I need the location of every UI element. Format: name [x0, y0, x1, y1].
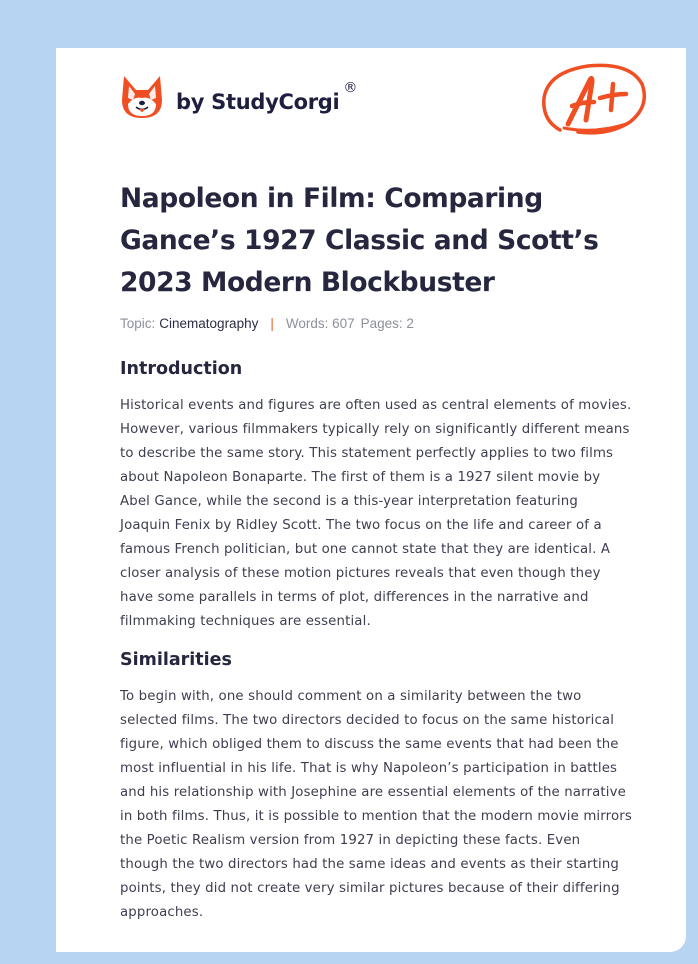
header — [56, 48, 686, 168]
section-paragraph-similarities: To begin with, one should comment on a similarity between the two selected films. The two directors decided to focus on the same historical figure, which obliged them to discuss the same events that had been the most influential in his life. That is why Napoleon’s participation in battles and his relationship with Josephine are essential elements of the narrative in both films. Thus, it is possible to mention that the modern movie mirrors the Poetic Realism version from 1927 in depicting these facts. Even though the two directors had the same ideas and events as their starting points, they did not create very similar pictures because of their differing approaches. — [120, 689, 632, 920]
a-plus-grade-icon — [538, 58, 650, 140]
article — [120, 178, 632, 925]
brand-name: by StudyCorgi — [176, 90, 340, 114]
section-heading-similarities: Similarities — [120, 650, 232, 670]
corgi-logo-icon — [120, 74, 164, 122]
word-count: Words: 607 — [285, 316, 355, 331]
section-paragraph-introduction: Historical events and figures are often used as central elements of movies. However, various filmmakers typically rely on significantly different means to describe the same story. This statement perfectly applies to two films about Napoleon Bonaparte. The first of them is a 1927 silent movie by Abel Gance, while the second is a this-year interpretation featuring Joaquin Fenix by Ridley Scott. The two focus on the life and career of a famous French politician, but one cannot state that they are identical. A closer analysis of these motion pictures reveals that even though they have some parallels in terms of plot, differences in the narrative and filmmaking techniques are essential. — [120, 398, 632, 629]
section-heading-introduction: Introduction — [120, 359, 243, 379]
page-title: Napoleon in Film: Comparing Gance’s 1927 Classic and Scott’s 2023 Modern Blockbuster — [120, 183, 599, 298]
registered-mark: ® — [343, 80, 358, 96]
studycorgi-logo[interactable] — [120, 74, 357, 122]
document-card — [56, 48, 686, 952]
article-meta — [120, 316, 632, 331]
topic-link[interactable]: Cinematography — [159, 316, 259, 331]
meta-separator: | — [270, 316, 274, 331]
page-count: Pages: 2 — [360, 316, 414, 331]
topic-label: Topic: — [120, 316, 156, 331]
